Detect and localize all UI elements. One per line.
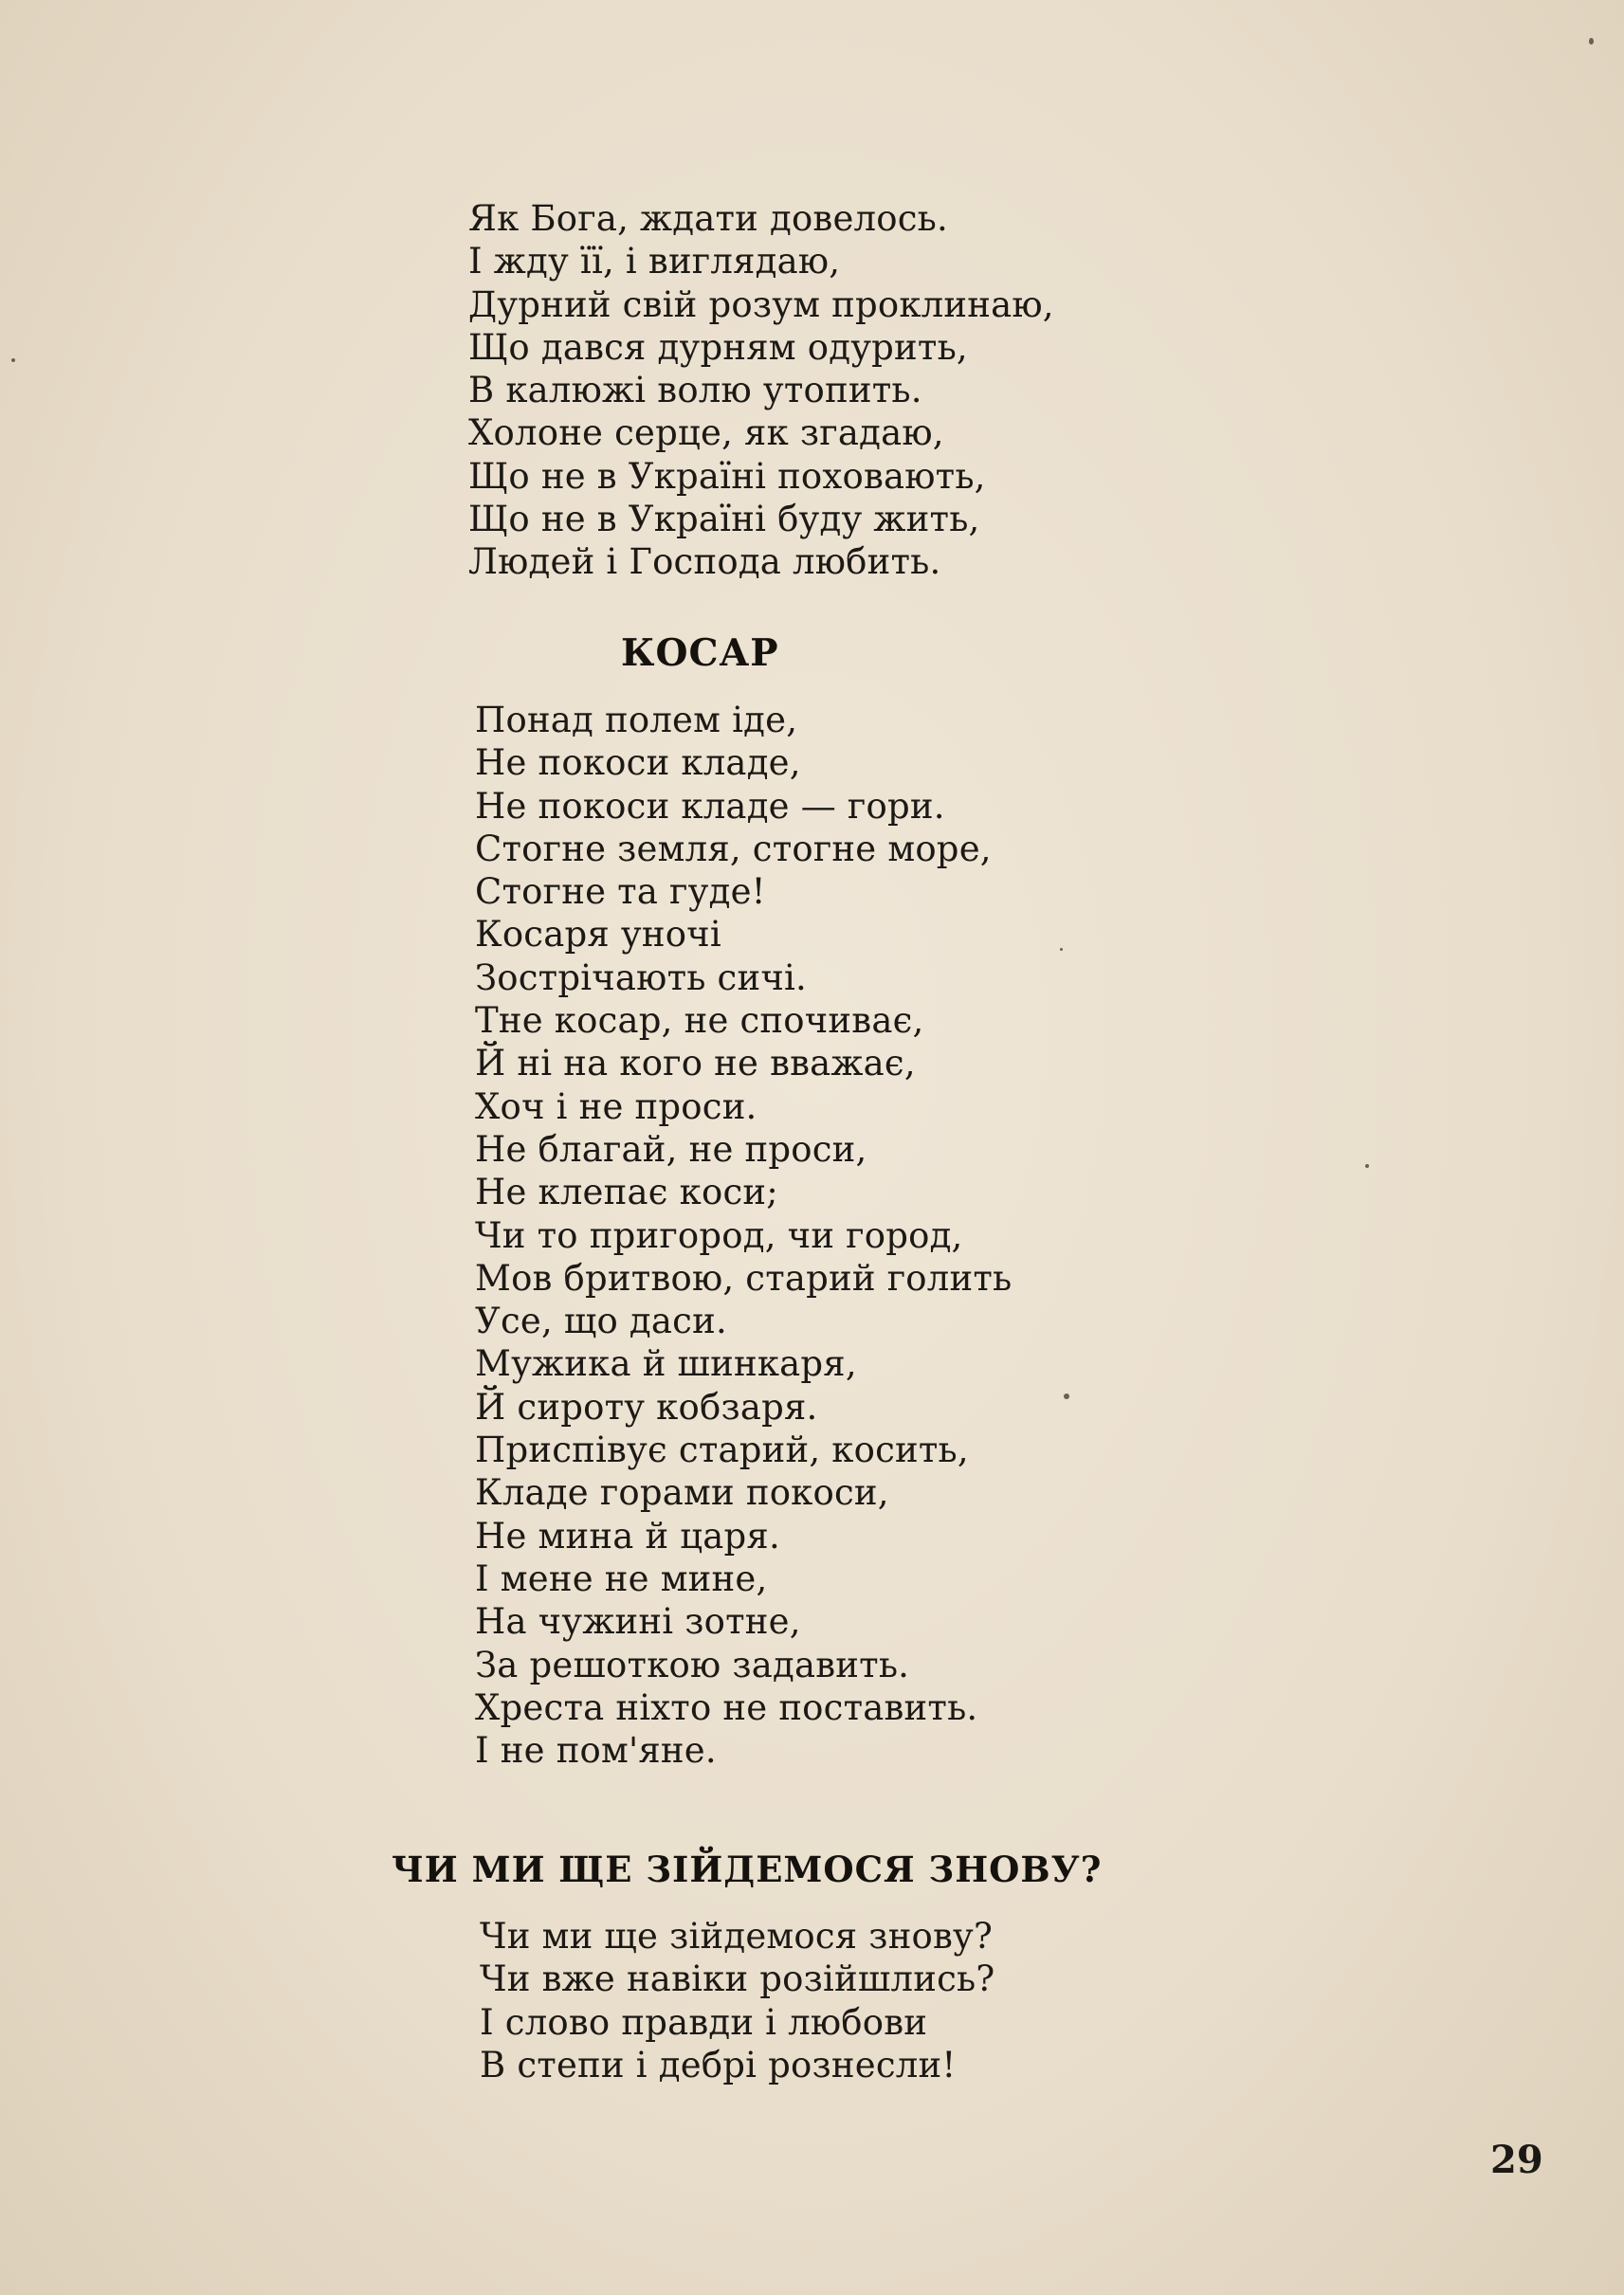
poem-line: Дурний свій розум проклинаю,	[468, 283, 1054, 325]
poem-line: Тне косар, не спочиває,	[475, 1000, 924, 1042]
poem-line: Й сироту кобзаря.	[475, 1386, 818, 1428]
poem-line: Хоч і не проси.	[475, 1085, 757, 1127]
poem-line: Як Бога, ждати довелось.	[468, 198, 948, 239]
poem-body	[475, 699, 1012, 1772]
poem-line: Й ні на кого не вважає,	[475, 1043, 916, 1084]
poem-line: Усе, що даси.	[475, 1301, 727, 1342]
poem-line: Косаря уночі	[475, 914, 721, 956]
paper-speck	[1365, 1164, 1369, 1168]
poem-line: На чужині зотне,	[475, 1601, 801, 1643]
paper-speck	[1064, 1393, 1069, 1399]
page-number: 29	[1490, 2138, 1543, 2182]
poem-line: Не благай, не проси,	[475, 1128, 867, 1170]
paper-speck	[1060, 948, 1063, 951]
poem-line: Не мина й царя.	[475, 1515, 780, 1557]
poem-line: І слово правди і любови	[480, 2001, 928, 2043]
poem-line: І мене не мине,	[475, 1557, 768, 1599]
poem-body	[480, 1915, 994, 2086]
paper-speck	[1589, 38, 1594, 45]
poem-stanza-continued	[468, 197, 1054, 584]
poem-line: Не клепає коси;	[475, 1172, 778, 1213]
poem-line: Що дався дурням одурить,	[468, 326, 968, 368]
poem-line: Мов бритвою, старий голить	[475, 1257, 1013, 1299]
poem-line: Що не в Україні поховають,	[468, 455, 986, 497]
poem-line: Приспівує старий, косить,	[475, 1430, 969, 1471]
poem-line: Не покоси кладе — гори.	[475, 785, 945, 827]
poem-line: Стогне та гуде!	[475, 871, 766, 913]
poem-line: Понад полем іде,	[475, 700, 798, 740]
poem-title: ЧИ МИ ЩЕ ЗІЙДЕМОСЯ ЗНОВУ?	[392, 1849, 1103, 1890]
paper-speck	[11, 358, 15, 362]
poem-title: КОСАР	[621, 631, 779, 675]
poem-line: В калюжі волю утопить.	[468, 370, 922, 411]
poem-line: Стогне земля, стогне море,	[475, 828, 992, 869]
poem-line: Холоне серце, як згадаю,	[468, 412, 944, 454]
poem-line: Мужика й шинкаря,	[475, 1343, 857, 1385]
poem-line: Зострічають сичі.	[475, 956, 807, 998]
poem-line: В степи і дебрі рознесли!	[480, 2044, 957, 2086]
poem-line: І жду її, і виглядаю,	[468, 241, 841, 282]
poem-line: Кладе горами покоси,	[475, 1472, 889, 1514]
poem-line: Хреста ніхто не поставить.	[475, 1686, 978, 1728]
poem-line: Людей і Господа любить.	[468, 541, 941, 583]
poem-line: Чи вже навіки розійшлись?	[480, 1958, 995, 2000]
poem-line: І не пом'яне.	[475, 1730, 717, 1772]
poem-line: Що не в Україні буду жить,	[468, 499, 980, 540]
poem-line: Не покоси кладе,	[475, 742, 801, 784]
poem-line: Чи то пригород, чи город,	[475, 1214, 963, 1256]
poem-line: За решоткою задавить.	[475, 1644, 910, 1685]
poem-line: Чи ми ще зійдемося знову?	[480, 1916, 994, 1957]
